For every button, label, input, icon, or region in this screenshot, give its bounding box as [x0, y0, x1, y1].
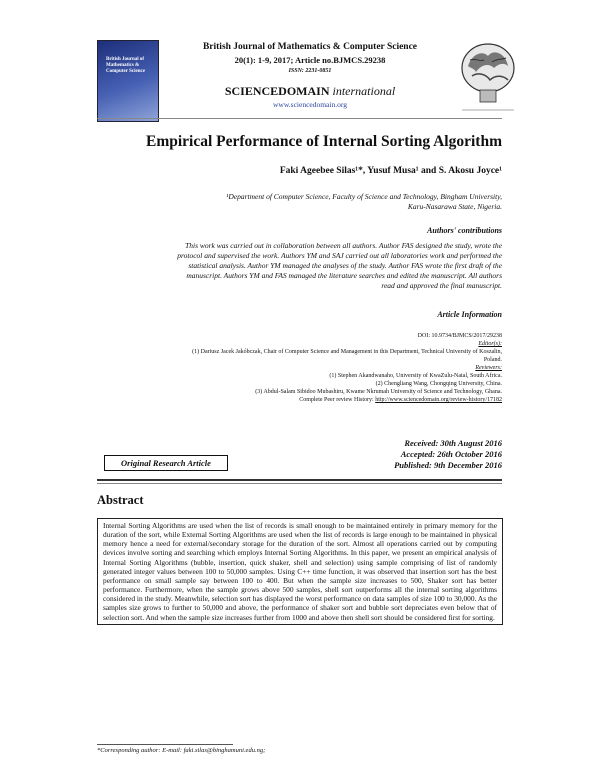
journal-issue: 20(1): 1-9, 2017; Article no.BJMCS.29238	[234, 55, 386, 65]
corresponding-author-footnote: *Corresponding author: E-mail: faki.silas@binghamuni.edu.ng;	[97, 747, 266, 754]
reviewers-label: Reviewers:	[475, 365, 502, 371]
abstract-heading: Abstract	[97, 493, 144, 507]
contributions-heading: Authors' contributions	[427, 226, 502, 235]
section-rule	[97, 479, 502, 481]
contributions-text: This work was carried out in collaboration between all authors. Author FAS designed the study, wrote the protocol and supervised the work. Authors YM and SAJ carried out all laboratories work and performed the statistical analysis. Author YM managed the analyses of the study. Author FAS wrote the first draft of the manuscript. Authors YM and FAS managed the literature searches and edited the manuscript. All authors read and approved the final manuscript.	[177, 241, 502, 290]
review-history-link[interactable]: http://www.sciencedomain.org/review-history/17182	[375, 397, 502, 403]
accepted-date: Accepted: 26th October 2016	[400, 449, 502, 459]
article-info-block: DOI: 10.9734/BJMCS/2017/29238 Editor(s): (1) Dariusz Jacek Jakóbczak, Chair of Computer Science and Management in this Department, Technical University of Koszalin, Poland. Reviewers: (1) Stephen Akandwanaho, University of KwaZulu-Natal, South Africa. (2) Chengliang Wang, Chongqing University, China. (3) Abdul-Salam Sibidoo Mubashiru, Kwame Nkrumah University of Science and Technology, Ghana. Complete Peer review History: http://www.sciencedomain.org/review-history/17182	[97, 332, 502, 404]
section-rule-thin	[97, 483, 502, 484]
header-rule	[97, 118, 502, 119]
abstract-text: Internal Sorting Algorithms are used when the list of records is small enough to be maintained entirely in primary memory for the duration of the sort, while External Sorting Algorithms are used when the list of records is large enough to be maintained in physical memory hence a need for external/secondary storage for the duration of the sort. Almost all operations carried out by computing devices involve sorting and searching which employs Internal Sorting Algorithms. In this paper, we present an empirical analysis of Internal Sorting Algorithms (bubble, insertion, quick shaker, shell and selection) using sample comprising of list of randomly generated integer values between 100 to 50,000 samples. Using C++ time function, it was observed that insertion sort has the best performance on small sample say between 100 to 400. But when the sample size increases to 500, Shaker sort has better performance. Furthermore, when the sample grows above 500 samples, shell sort outperforms all the internal sorting algorithms considered in the study. Meanwhile, selection sort has displayed the worst performance on data samples of size 100 to 30,000. As the samples size grows to further to 50,000 and above, the performance of shaker sort and bubble sort depreciates even below that of selection sort. And when the sample size increases further from 1000 and above then shell sort should be considered first for sorting.	[97, 518, 503, 625]
doi: DOI: 10.9734/BJMCS/2017/29238	[417, 333, 502, 339]
article-info-heading: Article Information	[437, 310, 502, 319]
review-history: Complete Peer review History: http://www.sciencedomain.org/review-history/17182	[299, 397, 502, 403]
journal-cover-image	[97, 40, 159, 122]
article-type-badge: Original Research Article	[104, 455, 228, 471]
editors-label: Editor(s):	[478, 341, 502, 347]
journal-name: British Journal of Mathematics & Computer Science	[202, 42, 418, 52]
brain-logo-icon	[458, 36, 518, 120]
publisher-website-link[interactable]: www.sciencedomain.org	[273, 100, 347, 109]
received-date: Received: 30th August 2016	[404, 438, 502, 448]
cover-title: British Journal of Mathematics & Computer Science	[106, 57, 145, 74]
publisher-name: SCIENCEDOMAIN international	[224, 84, 396, 98]
reviewer-1: (1) Stephen Akandwanaho, University of KwaZulu-Natal, South Africa.	[329, 373, 502, 379]
footnote-rule	[97, 744, 233, 745]
reviewer-3: (3) Abdul-Salam Sibidoo Mubashiru, Kwame Nkrumah University of Science and Technology, Ghana.	[255, 389, 502, 395]
editor-1: (1) Dariusz Jacek Jakóbczak, Chair of Computer Science and Management in this Department, Technical University of Koszalin,	[192, 349, 502, 355]
published-date: Published: 9th December 2016	[394, 460, 502, 470]
author-affiliation: ¹Department of Computer Science, Faculty of Science and Technology, Bingham University, Karu-Nasarawa State, Nigeria.	[226, 192, 502, 211]
journal-issn: ISSN: 2231-0851	[288, 68, 332, 74]
paper-title: Empirical Performance of Internal Sorting Algorithm	[145, 133, 502, 150]
publication-dates	[300, 438, 502, 471]
author-list: Faki Ageebee Silas¹*, Yusuf Musa¹ and S. Akosu Joyce¹	[279, 166, 502, 176]
reviewer-2: (2) Chengliang Wang, Chongqing University, China.	[375, 381, 502, 387]
